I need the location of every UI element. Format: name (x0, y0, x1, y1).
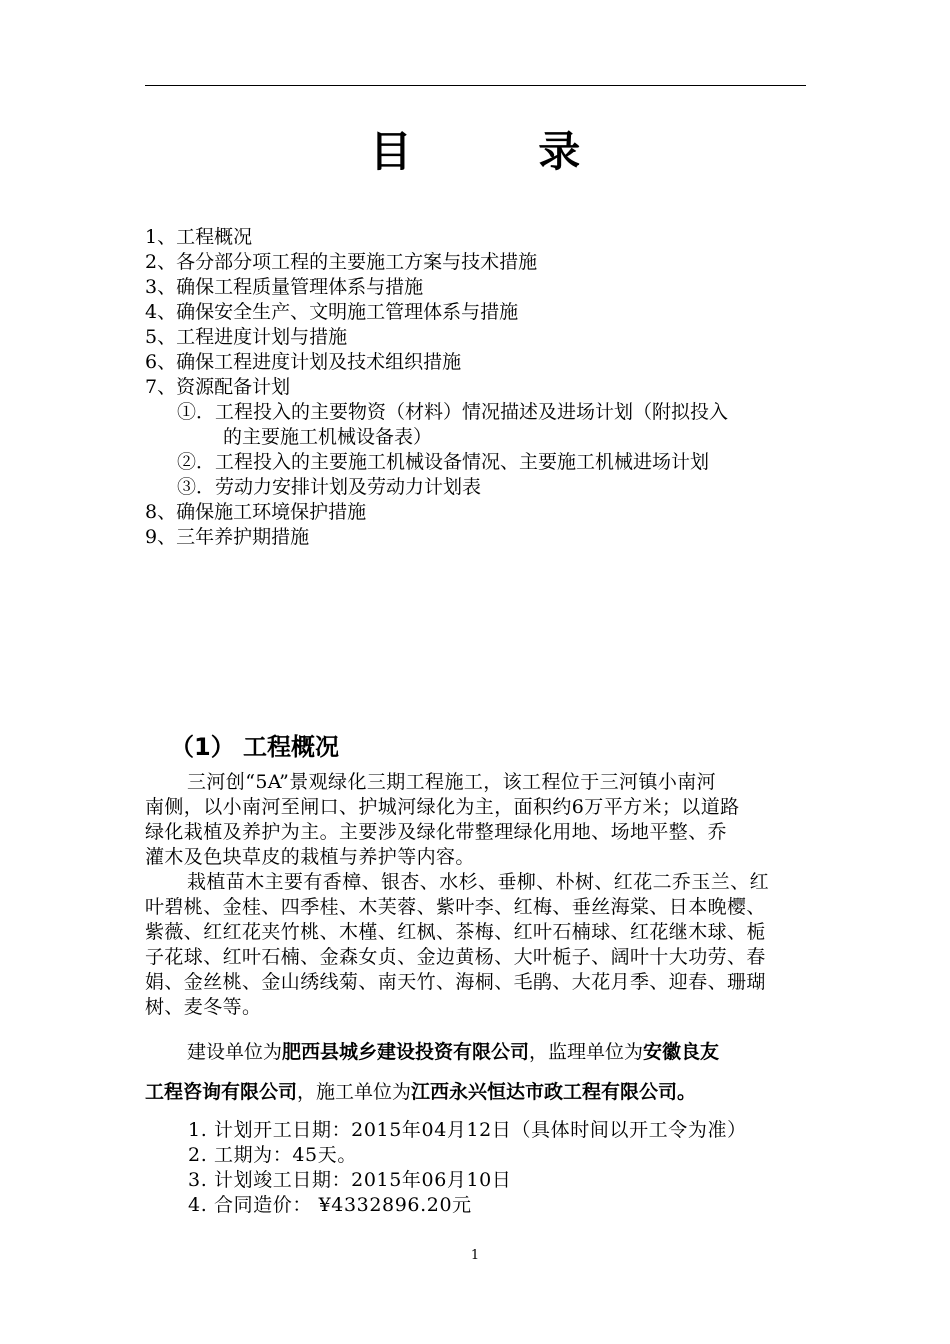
text-line: 树、麦冬等。 (145, 996, 262, 1018)
toc-item: 1、工程概况 (145, 226, 253, 248)
schedule-item: 3. 计划竣工日期：2015年06月10日 (188, 1169, 512, 1191)
units-text: ，监理单位为 (529, 1041, 644, 1063)
text-line: 绿化栽植及养护为主。主要涉及绿化带整理绿化用地、场地平整、乔 (145, 821, 728, 843)
text-line: 灌木及色块草皮的栽植与养护等内容。 (145, 846, 475, 868)
schedule-item: 4. 合同造价： ¥4332896.20元 (188, 1194, 472, 1216)
text-line: 南侧，以小南河至闸口、护城河绿化为主，面积约6万平方米；以道路 (145, 796, 740, 818)
text-line: 三河创“5A”景观绿化三期工程施工，该工程位于三河镇小南河 (187, 771, 717, 793)
toc-subitem: ③．劳动力安排计划及劳动力计划表 (177, 476, 482, 498)
units-line-1 (145, 1040, 719, 1065)
schedule-item: 2. 工期为：45天。 (188, 1144, 357, 1166)
overview-paragraph (145, 770, 810, 870)
schedule-list (188, 1118, 747, 1218)
toc-item: 5、工程进度计划与措施 (145, 326, 348, 348)
text-line: 紫薇、红红花夹竹桃、木槿、红枫、茶梅、红叶石楠球、红花继木球、栀 (145, 921, 766, 943)
toc-item: 4、确保安全生产、文明施工管理体系与措施 (145, 301, 519, 323)
section-heading: （1） 工程概况 (170, 733, 340, 761)
toc-item: 9、三年养护期措施 (145, 526, 310, 548)
toc-subitem: ①．工程投入的主要物资（材料）情况描述及进场计划（附拟投入 (177, 401, 729, 423)
toc-subitem: ②．工程投入的主要施工机械设备情况、主要施工机械进场计划 (177, 451, 710, 473)
text-line: 栽植苗木主要有香樟、银杏、水杉、垂柳、朴树、红花二乔玉兰、红 (187, 871, 770, 893)
units-text: ，施工单位为 (297, 1081, 412, 1103)
page-number: 1 (470, 1248, 480, 1263)
text-line: 子花球、红叶石楠、金森女贞、金边黄杨、大叶栀子、阔叶十大功劳、春 (145, 946, 766, 968)
toc-item: 6、确保工程进度计划及技术组织措施 (145, 351, 462, 373)
toc-item: 7、资源配备计划 (145, 376, 291, 398)
toc-item: 2、各分部分项工程的主要施工方案与技术措施 (145, 251, 538, 273)
owner-name: 肥西县城乡建设投资有限公司 (282, 1041, 530, 1063)
contractor-name: 江西永兴恒达市政工程有限公司。 (411, 1081, 697, 1103)
toc-item: 3、确保工程质量管理体系与措施 (145, 276, 424, 298)
toc-title: 目 录 (369, 127, 637, 176)
table-of-contents (145, 225, 825, 550)
toc-item: 8、确保施工环境保护措施 (145, 501, 367, 523)
supervisor-name-cont: 工程咨询有限公司 (145, 1081, 298, 1103)
text-line: 娟、金丝桃、金山绣线菊、南天竹、海桐、毛鹃、大花月季、迎春、珊瑚 (145, 971, 766, 993)
supervisor-name: 安徽良友 (643, 1041, 720, 1063)
units-line-2 (145, 1080, 696, 1105)
schedule-item: 1. 计划开工日期：2015年04月12日（具体时间以开工令为准） (188, 1119, 747, 1141)
toc-subitem-continued: 的主要施工机械设备表） (223, 426, 433, 448)
units-text: 建设单位为 (187, 1041, 283, 1063)
plants-paragraph (145, 870, 810, 1020)
header-rule (145, 85, 806, 86)
text-line: 叶碧桃、金桂、四季桂、木芙蓉、紫叶李、红梅、垂丝海棠、日本晚樱、 (145, 896, 766, 918)
